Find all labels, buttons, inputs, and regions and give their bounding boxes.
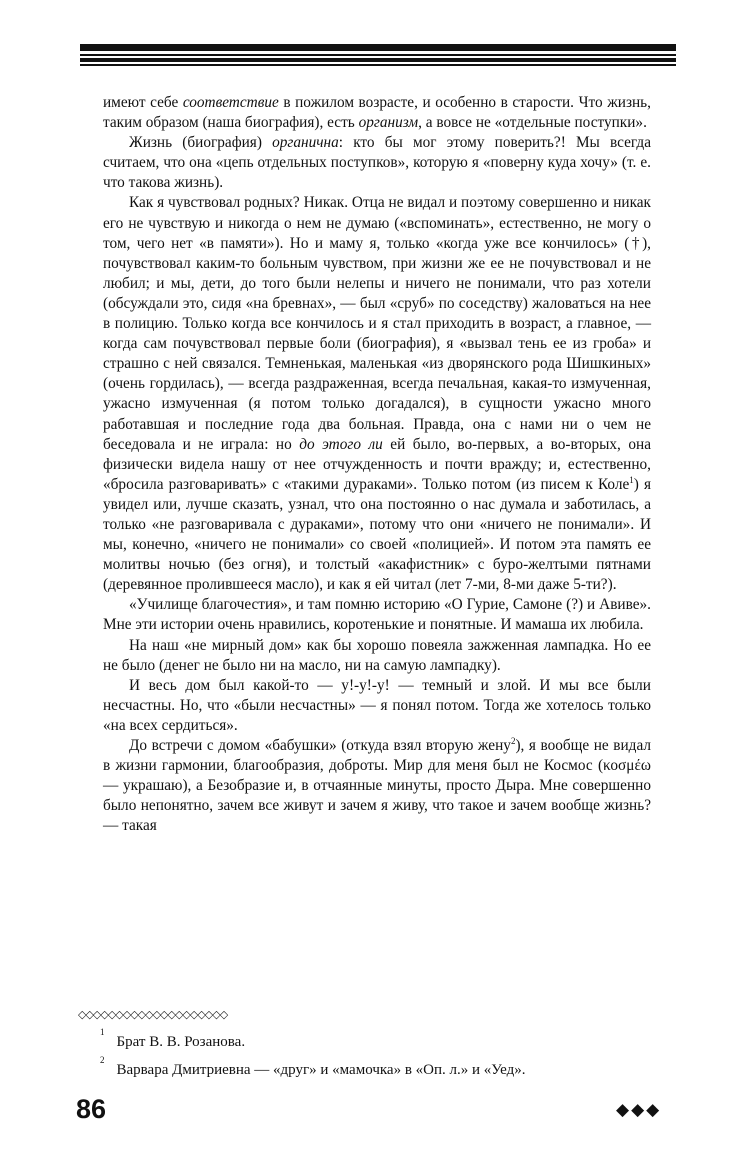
footnote-2	[100, 1056, 660, 1084]
paragraph: И весь дом был какой-то — у!-у!-у! — темный и злой. И мы все были несчастны. Но, что «были несчастны» — я понял потом. Тогда же хотелось только «на всех сердиться».	[103, 676, 651, 734]
body-text	[103, 93, 651, 836]
paragraph: Жизнь (биография) органична: кто бы мог этому поверить?! Мы всегда считаем, что она «цепь отдельных поступков», которую я «поверну куда хочу» (т. е. что такова жизнь).	[103, 134, 651, 192]
header-rule	[80, 44, 676, 70]
ornament-diamonds-icon: ◆◆◆	[616, 1100, 662, 1120]
page-number: 86	[76, 1094, 107, 1124]
footnote-text: Брат В. В. Розанова.	[116, 1034, 246, 1050]
paragraph: «Училище благочестия», и там помню историю «О Гурие, Самоне (?) и Авиве». Мне эти истории очень нравились, коротенькие и понятные. И мамаша их любила.	[103, 596, 651, 634]
footnote-divider: ◇◇◇◇◇◇◇◇◇◇◇◇◇◇◇◇◇◇◇◇	[78, 1008, 228, 1021]
paragraph: До встречи с домом «бабушки» (откуда взял вторую жену$^2$), я вообще не видал в жизни гармонии, благообразия, доброты. Мир для меня был не Космос (κοσμέω — украшаю), а Безобразие и, в отчаянные минуты, просто Дыра. Мне совершенно было непонятно, зачем все живут и зачем я живу, что такое и зачем вообще жизнь? — такая	[103, 735, 651, 835]
italic-emphasis: соответствие	[182, 94, 279, 111]
footnote-reference[interactable]: 1	[629, 474, 634, 485]
footnote-text: Варвара Дмитриевна — «друг» и «мамочка» в «Оп. л.» и «Уед».	[116, 1062, 526, 1078]
italic-emphasis: до этого ли	[299, 435, 383, 453]
header-rule-bar	[80, 58, 676, 62]
footnote-1	[100, 1028, 660, 1056]
header-rule-bar	[80, 64, 676, 66]
footnotes	[100, 1028, 660, 1084]
footnote-reference[interactable]: 2	[510, 735, 516, 746]
header-rule-bar	[80, 54, 676, 56]
italic-emphasis: организм	[358, 114, 419, 132]
paragraph: имеют себе соответствие в пожилом возрасте, и особенно в старости. Что жизнь, таким образом (наша биография), есть организм, а вовсе не «отдельные поступки».	[103, 94, 651, 132]
paragraph: Как я чувствовал родных? Никак. Отца не видал и поэтому совершенно и никак его не чувствую и никогда о нем не думаю («вспоминать», естественно, не могу о том, чего нет «в памяти»). Но и маму я, только «когда уже все кончилось» (†), почувствовал каким-то больным чувством, при жизни же ее не почувствовал и не любил; и мы, дети, до того были нелепы и ничего не понимали, что раз хотели (обсуждали это, сидя «на бревнах», — был «сруб» по соседству) жаловаться на нее в полицию. Только когда все кончилось и я стал приходить в возраст, а главное, — когда сам почувствовал первые боли (биография), я «вызвал тень ее из гроба» и страшно с ней связался. Темненькая, маленькая «из дворянского рода Шишкиных» (очень гордилась), — всегда раздраженная, всегда печальная, какая-то измученная, ужасно измученная (я потом только догадался), в сущности ужасно много работавшая и последние года два больная. Правда, она с нами ни о чем не беседовала и не играла: но до этого ли ей было, во-первых, а во-вторых, она физически видела нашу от нее отчужденность и почти вражду; и, естественно, «бросила разговаривать» с «такими дураками». Только потом (из писем к Коле$^1$) я увидел или, лучше сказать, узнал, что она постоянно о нас думала и заботилась, а только «не разговаривала с дураками», потому что они «ничего не понимали». И мы, конечно, «ничего не понимали» со своей «полицией». И потом эта память ее молитвы ночью (без огня), и толстый «акафистник» с буро-желтыми пятнами (деревянное пролившееся масло), и как я ей читал (лет 7-ми, 8-ми даже 5-ти?).	[103, 194, 651, 594]
italic-emphasis: органична	[272, 134, 339, 152]
paragraph: На наш «не мирный дом» как бы хорошо повеяла зажженная лампадка. Но ее не было (денег не было ни на масло, ни на самую лампадку).	[103, 636, 651, 674]
footnote-mark: 1	[100, 1027, 105, 1037]
header-rule-bar	[80, 44, 676, 51]
footnote-mark: 2	[100, 1055, 105, 1065]
